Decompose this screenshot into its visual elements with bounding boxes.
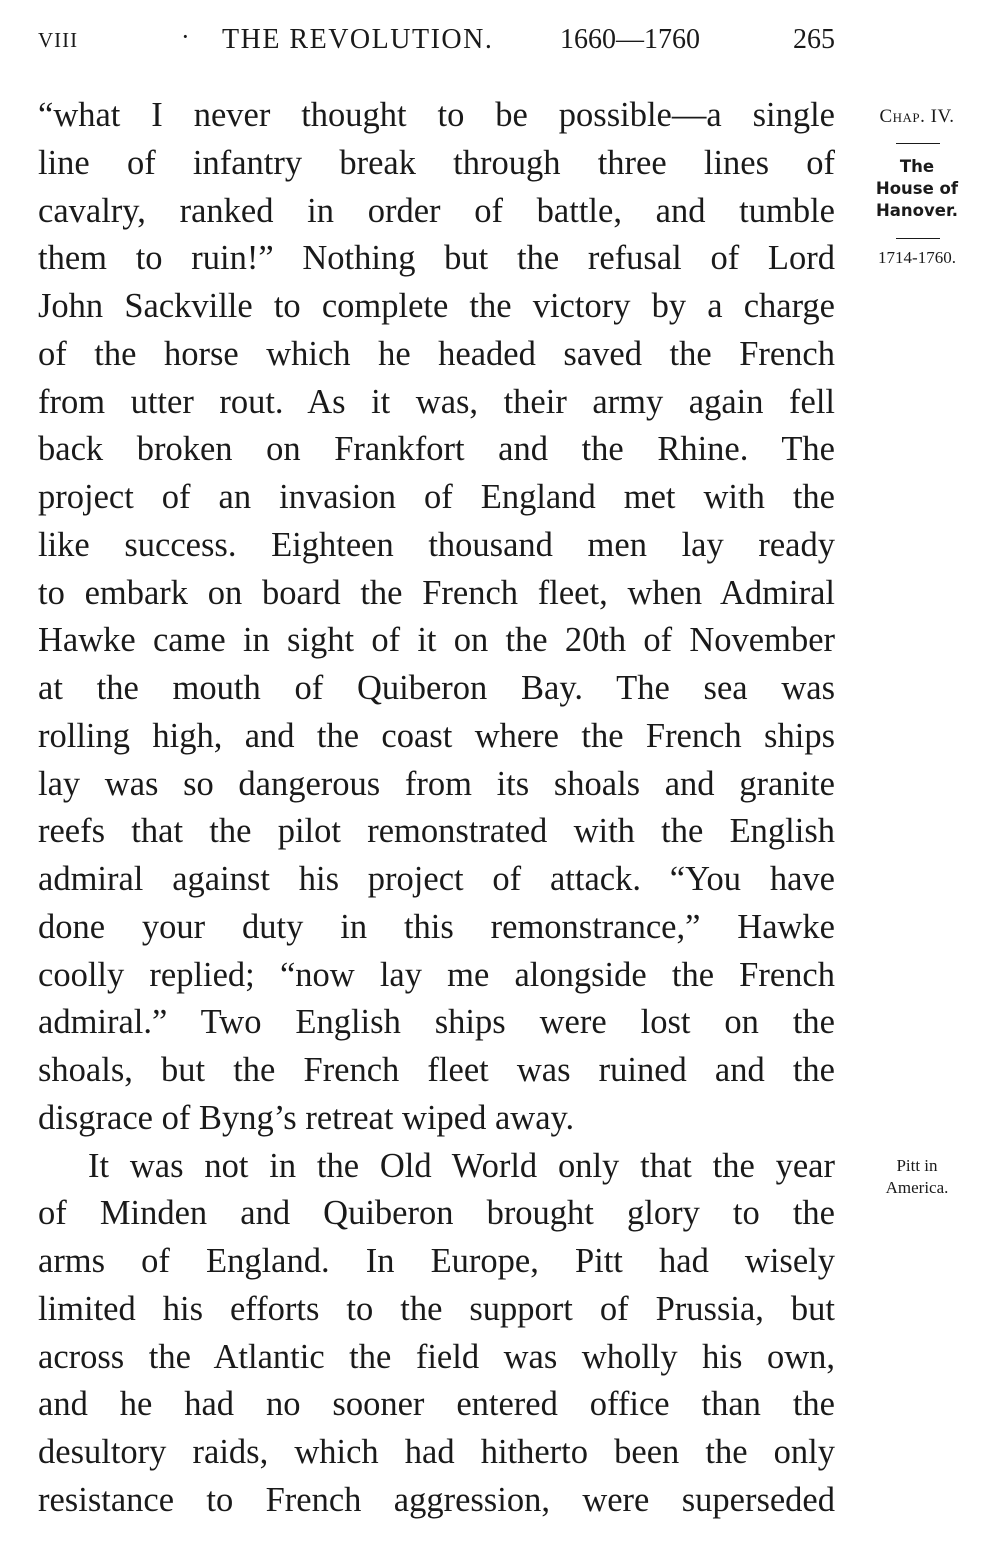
text-line: and he had no sooner entered office than the xyxy=(38,1385,835,1424)
text-line: of Minden and Quiberon brought glory to the xyxy=(38,1194,835,1233)
text-line: done your duty in this remonstrance,” Hawke xyxy=(38,907,835,946)
text-line: resistance to French aggression, were superseded xyxy=(38,1480,835,1519)
running-head xyxy=(38,22,838,62)
text-line: “what I never thought to be possible—a single xyxy=(38,96,835,134)
text-line: rolling high, and the coast where the French ships xyxy=(38,716,835,755)
margin-note-pitt xyxy=(858,1155,976,1199)
text-line: admiral against his project of attack. “You have xyxy=(38,860,835,898)
text-line: to embark on board the French fleet, when Admiral xyxy=(38,573,835,612)
chapter-numeral: VIII xyxy=(38,28,79,52)
text-line: at the mouth of Quiberon Bay. The sea was xyxy=(38,669,835,707)
text-line: back broken on Frankfort and the Rhine. The xyxy=(38,430,835,469)
text-line: shoals, but the French fleet was ruined and the xyxy=(38,1051,835,1089)
bullet-mark: · xyxy=(181,22,190,51)
text-line: limited his efforts to the support of Prussia, but xyxy=(38,1289,835,1328)
margin-section-line: The xyxy=(899,157,935,176)
text-line: like success. Eighteen thousand men lay ready xyxy=(38,525,835,564)
paragraph-start-line: It was not in the Old World only that the year xyxy=(88,1146,835,1185)
margin-rule-bottom xyxy=(896,238,940,239)
text-line: cavalry, ranked in order of battle, and tumble xyxy=(38,191,835,230)
text-line: of the horse which he headed saved the French xyxy=(38,334,835,373)
margin-rule-top xyxy=(896,143,940,144)
margin-note-line: Pitt in xyxy=(896,1156,938,1175)
text-line: Hawke came in sight of it on the 20th of November xyxy=(38,621,835,660)
text-line: across the Atlantic the field was wholly his own, xyxy=(38,1337,835,1376)
text-line: lay was so dangerous from its shoals and granite xyxy=(38,764,835,803)
margin-section-line: House of xyxy=(875,179,959,198)
text-line: desultory raids, which had hitherto been the only xyxy=(38,1433,835,1471)
text-line: project of an invasion of England met with the xyxy=(38,478,835,516)
text-line: admiral.” Two English ships were lost on the xyxy=(38,1003,835,1042)
body-text xyxy=(38,92,835,1525)
margin-note-line: America. xyxy=(885,1178,949,1197)
margin-chapter-label: Chap. IV. xyxy=(879,106,955,127)
text-line: arms of England. In Europe, Pitt had wisely xyxy=(38,1242,835,1280)
page-number: 265 xyxy=(793,24,835,55)
margin-section-title xyxy=(858,156,976,222)
text-line: disgrace of Byng’s retreat wiped away. xyxy=(38,1098,575,1137)
text-line: them to ruin!” Nothing but the refusal of Lord xyxy=(38,239,835,278)
text-line: John Sackville to complete the victory by a charge xyxy=(38,287,835,325)
margin-section-line: Hanover. xyxy=(875,201,959,220)
text-line: line of infantry break through three lines of xyxy=(38,143,835,182)
text-line: from utter rout. As it was, their army again fell xyxy=(38,382,835,421)
text-line: reefs that the pilot remonstrated with the English xyxy=(38,812,835,851)
text-line: coolly replied; “now lay me alongside the French xyxy=(38,955,835,994)
running-dates: 1660—1760 xyxy=(560,24,700,55)
margin-section-dates: 1714-1760. xyxy=(878,248,956,267)
running-title: THE REVOLUTION. xyxy=(222,24,494,55)
